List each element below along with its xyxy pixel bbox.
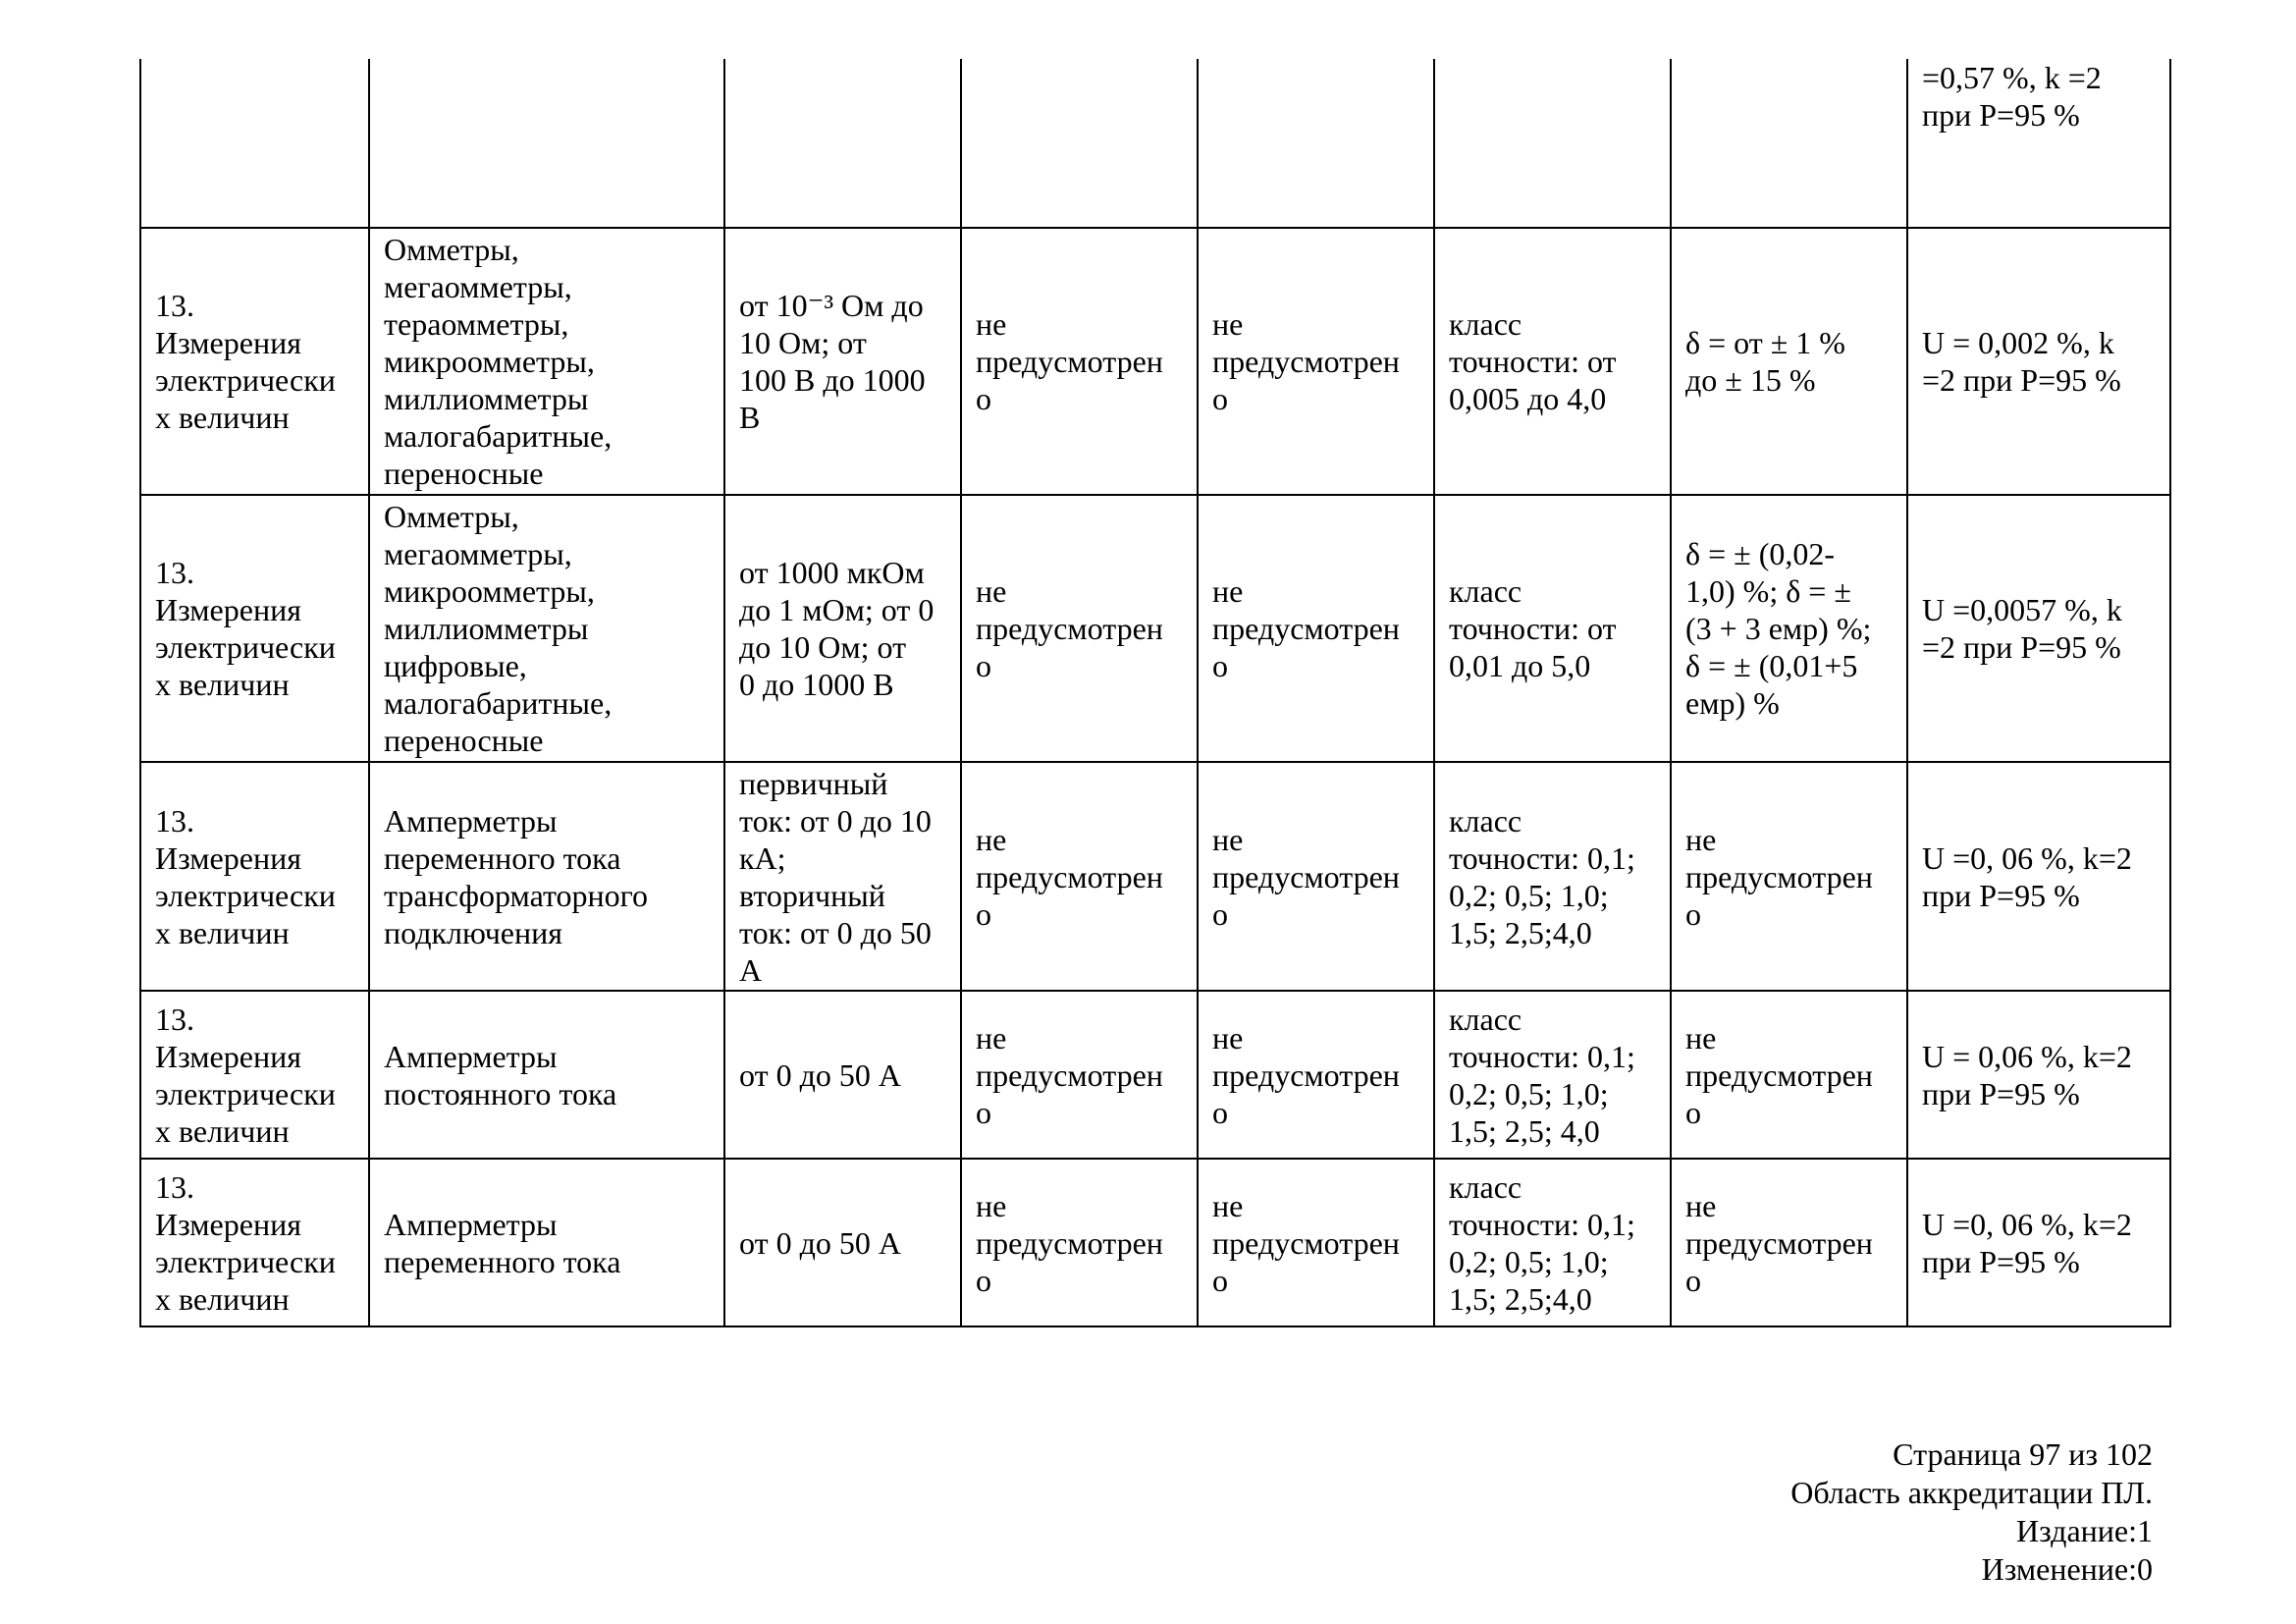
cell-accuracy-class-line: класс bbox=[1449, 1001, 1522, 1037]
cell-range bbox=[724, 1159, 961, 1326]
cell-not-provided-line: предусмотрен bbox=[1212, 858, 1400, 894]
cell-range-line: 100 В до 1000 bbox=[739, 362, 926, 398]
cell-range-line: кА; bbox=[739, 839, 786, 876]
edition-label: Издание:1 bbox=[2016, 1513, 2153, 1548]
cell-object-line: микроомметры, bbox=[384, 573, 595, 609]
cell-not-provided-line: предусмотрен bbox=[1212, 1056, 1400, 1093]
page-number: Страница 97 из 102 bbox=[1893, 1436, 2153, 1472]
cell-object-line: трансформаторного bbox=[384, 877, 648, 913]
cell-object-line: миллиомметры bbox=[384, 381, 589, 416]
cell-not-provided-line: не bbox=[976, 1187, 1007, 1223]
cell-code-line: Измерения bbox=[155, 1206, 301, 1242]
cell-range-line: В bbox=[739, 400, 761, 435]
uncertainty-line: при Р=95 % bbox=[1922, 97, 2080, 133]
cell-object bbox=[369, 495, 724, 762]
cell-object-line: Омметры, bbox=[384, 499, 519, 534]
cell-code-line: х величин bbox=[155, 667, 290, 702]
cell-object bbox=[369, 991, 724, 1159]
cell-range bbox=[724, 991, 961, 1159]
cell-code-line: 13. bbox=[155, 802, 194, 839]
cell-code bbox=[140, 1159, 369, 1326]
cell-not-provided-line: не bbox=[976, 573, 1007, 609]
accreditation-scope-label: Область аккредитации ПЛ. bbox=[1790, 1475, 2153, 1510]
cell-not-provided bbox=[961, 1159, 1198, 1326]
cell-not-provided-line: о bbox=[976, 895, 991, 932]
change-label: Изменение:0 bbox=[1981, 1551, 2153, 1587]
cell-uncertainty-line: при Р=95 % bbox=[1922, 1243, 2080, 1279]
cell-not-provided-line: не bbox=[1212, 306, 1244, 342]
cell-not-provided-line: о bbox=[976, 1094, 991, 1130]
cell-uncertainty bbox=[1907, 1159, 2170, 1326]
cell-object bbox=[369, 59, 724, 228]
cell-range-line: А bbox=[739, 951, 763, 988]
cell-code-line: электрически bbox=[155, 362, 336, 398]
cell-object bbox=[369, 228, 724, 495]
continuation-row bbox=[140, 59, 2170, 228]
cell-accuracy-class-line: класс bbox=[1449, 573, 1522, 609]
cell-error-line: емр) % bbox=[1685, 685, 1780, 721]
cell-error-line: 1,0) %; δ = ± bbox=[1685, 573, 1851, 609]
cell-code bbox=[140, 762, 369, 991]
cell-code-line: 13. bbox=[155, 555, 194, 590]
cell-col4 bbox=[961, 59, 1198, 228]
cell-object-line: малогабаритные, bbox=[384, 685, 613, 721]
cell-range-line: 10 Ом; от bbox=[739, 325, 867, 360]
cell-code-line: электрически bbox=[155, 1075, 336, 1111]
cell-error-line: до ± 15 % bbox=[1685, 362, 1816, 398]
cell-accuracy-class-line: 1,5; 2,5;4,0 bbox=[1449, 1280, 1592, 1317]
cell-object-line: переменного тока bbox=[384, 839, 621, 876]
cell-not-provided-line: предусмотрен bbox=[1212, 1224, 1400, 1261]
cell-not-provided bbox=[961, 228, 1198, 495]
cell-range-line: до 10 Ом; от bbox=[739, 629, 907, 665]
cell-object-line: тераомметры, bbox=[384, 306, 569, 342]
cell-not-provided bbox=[961, 991, 1198, 1159]
cell-object-line: Амперметры bbox=[384, 1206, 558, 1242]
cell-uncertainty bbox=[1907, 59, 2170, 228]
cell-not-provided-line: о bbox=[1212, 648, 1228, 683]
cell-not-provided-line: не bbox=[1212, 821, 1244, 857]
cell-accuracy-class bbox=[1434, 991, 1671, 1159]
cell-object-line: малогабаритные, bbox=[384, 418, 613, 454]
cell-uncertainty-line: при Р=95 % bbox=[1922, 1075, 2080, 1111]
cell-range-line: от 1000 мкОм bbox=[739, 555, 925, 590]
cell-not-provided bbox=[961, 762, 1198, 991]
accreditation-scope-table bbox=[139, 59, 2171, 1327]
cell-range-line: от 10⁻³ Ом до bbox=[739, 288, 924, 323]
cell-code-line: 13. bbox=[155, 288, 194, 323]
cell-uncertainty-line: при Р=95 % bbox=[1922, 877, 2080, 913]
cell-accuracy-class-line: 0,2; 0,5; 1,0; bbox=[1449, 1243, 1609, 1279]
cell-range-line: вторичный bbox=[739, 877, 885, 913]
cell-uncertainty bbox=[1907, 228, 2170, 495]
cell-error bbox=[1671, 59, 1907, 228]
cell-error bbox=[1671, 991, 1907, 1159]
cell-not-provided bbox=[1198, 991, 1434, 1159]
cell-object-line: Омметры, bbox=[384, 232, 519, 267]
cell-range-line: от 0 до 50 А bbox=[739, 1056, 901, 1093]
cell-object-line: мегаомметры, bbox=[384, 536, 572, 571]
cell-not-provided bbox=[1198, 762, 1434, 991]
cell-uncertainty-line: U = 0,06 %, k=2 bbox=[1922, 1038, 2132, 1074]
cell-not-provided-line: предусмотрен bbox=[976, 858, 1163, 894]
cell-accuracy-class bbox=[1434, 228, 1671, 495]
cell-object-line: мегаомметры, bbox=[384, 269, 572, 304]
cell-code-line: Измерения bbox=[155, 592, 301, 627]
cell-range-line: 0 до 1000 В bbox=[739, 667, 894, 702]
cell-code-line: электрически bbox=[155, 1243, 336, 1279]
cell-accuracy-class bbox=[1434, 495, 1671, 762]
table-row bbox=[140, 762, 2170, 991]
uncertainty-line: =0,57 %, k =2 bbox=[1922, 60, 2102, 95]
cell-error-line: предусмотрен bbox=[1685, 1056, 1873, 1093]
cell-not-provided-line: предусмотрен bbox=[976, 1224, 1163, 1261]
cell-object-line: цифровые, bbox=[384, 648, 527, 683]
cell-code bbox=[140, 991, 369, 1159]
cell-error-line: не bbox=[1685, 1019, 1717, 1056]
cell-object-line: миллиомметры bbox=[384, 611, 589, 646]
cell-not-provided-line: предусмотрен bbox=[1212, 611, 1400, 646]
cell-not-provided-line: предусмотрен bbox=[976, 611, 1163, 646]
cell-error-line: о bbox=[1685, 1262, 1701, 1298]
cell-code-line: 13. bbox=[155, 1001, 194, 1037]
cell-accuracy-class-line: класс bbox=[1449, 306, 1522, 342]
cell-accuracy-class-line: 1,5; 2,5; 4,0 bbox=[1449, 1112, 1600, 1149]
cell-not-provided-line: о bbox=[976, 381, 991, 416]
cell-object-line: переносные bbox=[384, 456, 544, 491]
cell-error-line: δ = ± (0,02- bbox=[1685, 536, 1835, 571]
cell-object-line: постоянного тока bbox=[384, 1075, 617, 1111]
cell-range-line: ток: от 0 до 10 bbox=[739, 802, 932, 839]
cell-accuracy-class-line: 0,2; 0,5; 1,0; bbox=[1449, 1075, 1609, 1111]
cell-accuracy-class-line: класс bbox=[1449, 802, 1522, 839]
cell-code-line: 13. bbox=[155, 1168, 194, 1205]
cell-uncertainty-line: U =0, 06 %, k=2 bbox=[1922, 839, 2132, 876]
cell-uncertainty-line: U = 0,002 %, k bbox=[1922, 325, 2114, 360]
cell-object bbox=[369, 1159, 724, 1326]
cell-accuracy-class-line: точности: 0,1; bbox=[1449, 1206, 1635, 1242]
cell-code-line: х величин bbox=[155, 1112, 290, 1149]
cell-uncertainty-line: U =0,0057 %, k bbox=[1922, 592, 2122, 627]
cell-error-line: о bbox=[1685, 1094, 1701, 1130]
table-row bbox=[140, 1159, 2170, 1326]
cell-code-line: Измерения bbox=[155, 325, 301, 360]
cell-error-line: предусмотрен bbox=[1685, 1224, 1873, 1261]
cell-uncertainty bbox=[1907, 762, 2170, 991]
cell-object-line: Амперметры bbox=[384, 1038, 558, 1074]
cell-range bbox=[724, 59, 961, 228]
cell-range bbox=[724, 495, 961, 762]
table-row bbox=[140, 991, 2170, 1159]
cell-accuracy-class-line: 1,5; 2,5;4,0 bbox=[1449, 914, 1592, 950]
cell-not-provided bbox=[1198, 1159, 1434, 1326]
cell-error-line: δ = ± (0,01+5 bbox=[1685, 648, 1858, 683]
cell-range-line: от 0 до 50 А bbox=[739, 1224, 901, 1261]
cell-accuracy bbox=[1434, 59, 1671, 228]
cell-error bbox=[1671, 228, 1907, 495]
cell-error bbox=[1671, 495, 1907, 762]
cell-error-line: не bbox=[1685, 821, 1717, 857]
cell-range-line: ток: от 0 до 50 bbox=[739, 914, 932, 950]
cell-range bbox=[724, 762, 961, 991]
cell-error bbox=[1671, 762, 1907, 991]
cell-accuracy-class-line: точности: от bbox=[1449, 611, 1617, 646]
cell-not-provided-line: не bbox=[976, 1019, 1007, 1056]
cell-code bbox=[140, 228, 369, 495]
cell-accuracy-class-line: точности: от bbox=[1449, 344, 1617, 379]
cell-error-line: не bbox=[1685, 1187, 1717, 1223]
cell-accuracy-class bbox=[1434, 1159, 1671, 1326]
cell-not-provided-line: предусмотрен bbox=[1212, 344, 1400, 379]
cell-not-provided-line: не bbox=[976, 306, 1007, 342]
cell-uncertainty bbox=[1907, 495, 2170, 762]
cell-error-line: о bbox=[1685, 895, 1701, 932]
cell-object-line: Амперметры bbox=[384, 802, 558, 839]
cell-not-provided bbox=[1198, 495, 1434, 762]
cell-uncertainty-line: =2 при Р=95 % bbox=[1922, 362, 2121, 398]
cell-object-line: переменного тока bbox=[384, 1243, 621, 1279]
cell-code-line: электрически bbox=[155, 629, 336, 665]
cell-not-provided-line: не bbox=[1212, 573, 1244, 609]
cell-error bbox=[1671, 1159, 1907, 1326]
cell-code-line: Измерения bbox=[155, 839, 301, 876]
cell-not-provided-line: предусмотрен bbox=[976, 344, 1163, 379]
cell-object-line: переносные bbox=[384, 723, 544, 758]
page-footer bbox=[1790, 1435, 2153, 1589]
cell-accuracy-class-line: 0,01 до 5,0 bbox=[1449, 648, 1591, 683]
cell-code-line: х величин bbox=[155, 400, 290, 435]
cell-not-provided-line: о bbox=[1212, 381, 1228, 416]
cell-not-provided-line: о bbox=[1212, 1262, 1228, 1298]
cell-error-line: предусмотрен bbox=[1685, 858, 1873, 894]
cell-not-provided bbox=[961, 495, 1198, 762]
cell-code-line: х величин bbox=[155, 914, 290, 950]
cell-not-provided-line: не bbox=[1212, 1187, 1244, 1223]
cell-uncertainty bbox=[1907, 991, 2170, 1159]
cell-not-provided-line: о bbox=[1212, 1094, 1228, 1130]
cell-range-line: до 1 мОм; от 0 bbox=[739, 592, 934, 627]
cell-not-provided-line: не bbox=[976, 821, 1007, 857]
cell-range-line: первичный bbox=[739, 765, 888, 801]
cell-error-line: (3 + 3 емр) %; bbox=[1685, 611, 1872, 646]
cell-not-provided-line: о bbox=[1212, 895, 1228, 932]
cell-object-line: подключения bbox=[384, 914, 562, 950]
cell-not-provided bbox=[1198, 228, 1434, 495]
cell-not-provided-line: предусмотрен bbox=[976, 1056, 1163, 1093]
cell-code-line: электрически bbox=[155, 877, 336, 913]
cell-accuracy-class-line: класс bbox=[1449, 1168, 1522, 1205]
cell-code-line: Измерения bbox=[155, 1038, 301, 1074]
cell-col5 bbox=[1198, 59, 1434, 228]
cell-not-provided-line: о bbox=[976, 1262, 991, 1298]
cell-not-provided-line: не bbox=[1212, 1019, 1244, 1056]
cell-uncertainty-line: =2 при Р=95 % bbox=[1922, 629, 2121, 665]
cell-code bbox=[140, 495, 369, 762]
cell-accuracy-class-line: 0,2; 0,5; 1,0; bbox=[1449, 877, 1609, 913]
cell-accuracy-class-line: точности: 0,1; bbox=[1449, 839, 1635, 876]
cell-object bbox=[369, 762, 724, 991]
table-row bbox=[140, 495, 2170, 762]
cell-range bbox=[724, 228, 961, 495]
cell-not-provided-line: о bbox=[976, 648, 991, 683]
cell-uncertainty-line: U =0, 06 %, k=2 bbox=[1922, 1206, 2132, 1242]
cell-code bbox=[140, 59, 369, 228]
cell-error-line: δ = от ± 1 % bbox=[1685, 325, 1845, 360]
cell-accuracy-class bbox=[1434, 762, 1671, 991]
cell-code-line: х величин bbox=[155, 1280, 290, 1317]
table-row bbox=[140, 228, 2170, 495]
cell-accuracy-class-line: точности: 0,1; bbox=[1449, 1038, 1635, 1074]
cell-object-line: микроомметры, bbox=[384, 344, 595, 379]
cell-accuracy-class-line: 0,005 до 4,0 bbox=[1449, 381, 1607, 416]
